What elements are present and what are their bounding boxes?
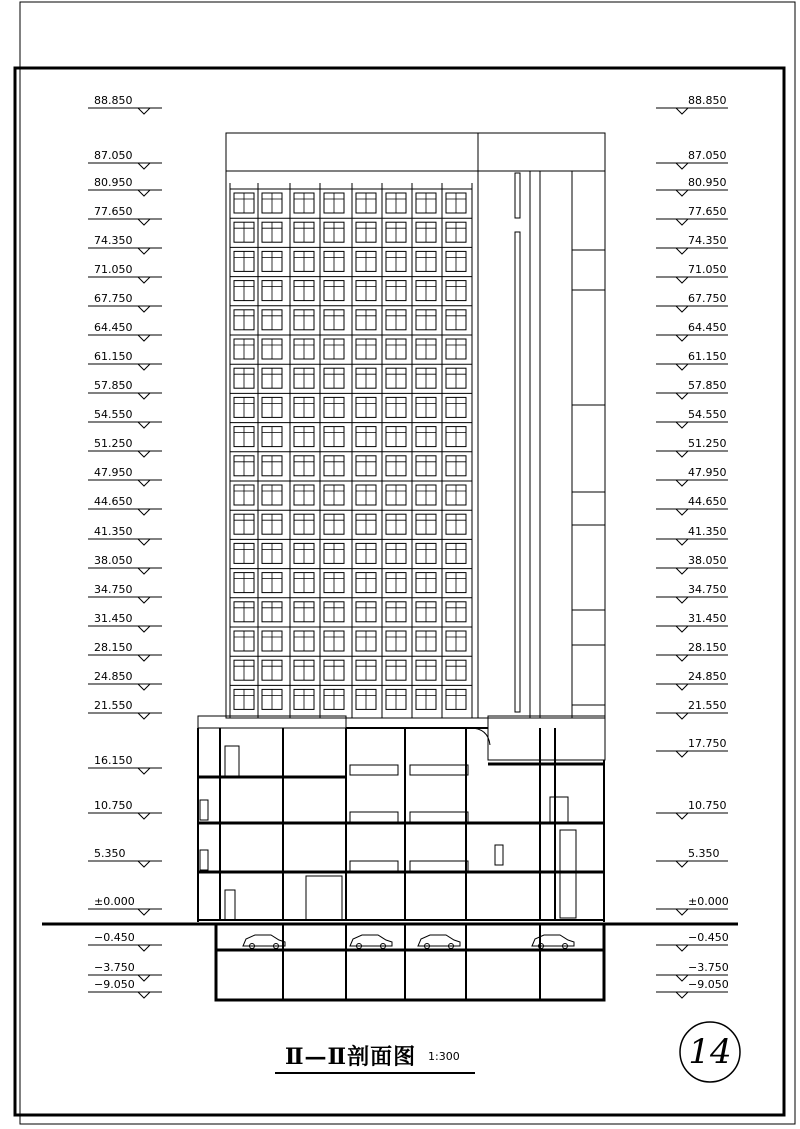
car <box>418 935 460 946</box>
drawing-scale: 1:300 <box>428 1050 460 1063</box>
level-triangle <box>676 422 688 428</box>
level-label: 57.850 <box>94 379 133 392</box>
level-label: 64.450 <box>688 321 727 334</box>
level-triangle <box>138 909 150 915</box>
level-triangle <box>676 539 688 545</box>
car <box>532 935 574 946</box>
level-label: 28.150 <box>94 641 133 654</box>
level-triangle <box>138 861 150 867</box>
level-triangle <box>676 945 688 951</box>
level-label: 67.750 <box>94 292 133 305</box>
level-triangle <box>676 626 688 632</box>
level-label: 38.050 <box>688 554 727 567</box>
level-label: 41.350 <box>94 525 133 538</box>
level-label: ±0.000 <box>94 895 135 908</box>
level-triangle <box>676 248 688 254</box>
tower-window-grid <box>230 183 472 718</box>
level-triangle <box>676 393 688 399</box>
level-triangle <box>138 945 150 951</box>
level-triangle <box>676 713 688 719</box>
level-triangle <box>138 190 150 196</box>
core-tower <box>478 133 605 718</box>
level-triangle <box>676 451 688 457</box>
level-label: 38.050 <box>94 554 133 567</box>
sheet-number: 14 <box>688 1032 732 1072</box>
level-label: 24.850 <box>688 670 727 683</box>
level-triangle <box>138 768 150 774</box>
level-triangle <box>138 626 150 632</box>
level-label: 61.150 <box>94 350 133 363</box>
car <box>350 935 392 946</box>
level-label: 16.150 <box>94 754 133 767</box>
level-label: −0.450 <box>688 931 729 944</box>
level-label: 10.750 <box>688 799 727 812</box>
level-triangle <box>676 861 688 867</box>
podium-block <box>198 716 605 922</box>
level-label: 87.050 <box>94 149 133 162</box>
level-label: 28.150 <box>688 641 727 654</box>
level-triangle <box>138 277 150 283</box>
level-triangle <box>676 655 688 661</box>
level-triangle <box>676 480 688 486</box>
level-label: 5.350 <box>94 847 126 860</box>
level-label: 41.350 <box>688 525 727 538</box>
level-label: 80.950 <box>688 176 727 189</box>
level-label: −3.750 <box>94 961 135 974</box>
level-triangle <box>676 219 688 225</box>
level-triangle <box>138 975 150 981</box>
level-label: 10.750 <box>94 799 133 812</box>
level-triangle <box>676 509 688 515</box>
level-label: 51.250 <box>688 437 727 450</box>
level-label: −9.050 <box>688 978 729 991</box>
level-label: 74.350 <box>94 234 133 247</box>
level-label: 44.650 <box>94 495 133 508</box>
level-triangle <box>676 335 688 341</box>
level-label: 5.350 <box>688 847 720 860</box>
level-label: 47.950 <box>94 466 133 479</box>
level-triangle <box>676 909 688 915</box>
level-triangle <box>138 163 150 169</box>
level-triangle <box>138 992 150 998</box>
level-triangle <box>138 655 150 661</box>
level-triangle <box>676 364 688 370</box>
level-label: 71.050 <box>688 263 727 276</box>
level-triangle <box>138 568 150 574</box>
level-triangle <box>676 992 688 998</box>
level-triangle <box>138 364 150 370</box>
level-label: ±0.000 <box>688 895 729 908</box>
tower-block <box>226 133 478 718</box>
level-triangle <box>676 975 688 981</box>
level-triangle <box>676 751 688 757</box>
level-label: 77.650 <box>94 205 133 218</box>
level-label: −9.050 <box>94 978 135 991</box>
level-label: 88.850 <box>688 94 727 107</box>
level-triangle <box>138 422 150 428</box>
level-triangle <box>138 684 150 690</box>
level-label: 34.750 <box>688 583 727 596</box>
level-label: 21.550 <box>94 699 133 712</box>
outer-border <box>20 2 795 1124</box>
level-triangle <box>138 306 150 312</box>
level-triangle <box>138 108 150 114</box>
level-label: 54.550 <box>94 408 133 421</box>
level-label: 57.850 <box>688 379 727 392</box>
level-label: 80.950 <box>94 176 133 189</box>
level-triangle <box>676 163 688 169</box>
level-label: 24.850 <box>94 670 133 683</box>
level-triangle <box>138 248 150 254</box>
level-triangle <box>676 597 688 603</box>
level-label: 71.050 <box>94 263 133 276</box>
level-triangle <box>676 684 688 690</box>
level-label: 64.450 <box>94 321 133 334</box>
level-label: 87.050 <box>688 149 727 162</box>
level-triangle <box>138 713 150 719</box>
level-label: 17.750 <box>688 737 727 750</box>
level-label: 67.750 <box>688 292 727 305</box>
level-label: 31.450 <box>688 612 727 625</box>
level-label: 31.450 <box>94 612 133 625</box>
level-triangle <box>676 277 688 283</box>
level-label: 21.550 <box>688 699 727 712</box>
level-label: 51.250 <box>94 437 133 450</box>
level-triangle <box>138 451 150 457</box>
level-label: 77.650 <box>688 205 727 218</box>
level-triangle <box>138 539 150 545</box>
level-triangle <box>138 509 150 515</box>
level-triangle <box>676 813 688 819</box>
level-triangle <box>676 190 688 196</box>
level-triangle <box>676 568 688 574</box>
drawing-title: Ⅱ—Ⅱ剖面图 <box>285 1044 417 1070</box>
basement <box>216 924 604 1000</box>
level-label: −3.750 <box>688 961 729 974</box>
level-label: 44.650 <box>688 495 727 508</box>
level-label: −0.450 <box>94 931 135 944</box>
level-triangle <box>138 597 150 603</box>
level-label: 47.950 <box>688 466 727 479</box>
tower-parapet <box>226 133 478 171</box>
level-triangle <box>138 335 150 341</box>
level-label: 88.850 <box>94 94 133 107</box>
level-triangle <box>676 108 688 114</box>
level-triangle <box>138 480 150 486</box>
level-triangle <box>676 306 688 312</box>
level-label: 54.550 <box>688 408 727 421</box>
level-label: 34.750 <box>94 583 133 596</box>
level-triangle <box>138 813 150 819</box>
level-label: 74.350 <box>688 234 727 247</box>
car <box>243 935 285 946</box>
level-triangle <box>138 219 150 225</box>
level-triangle <box>138 393 150 399</box>
level-label: 61.150 <box>688 350 727 363</box>
